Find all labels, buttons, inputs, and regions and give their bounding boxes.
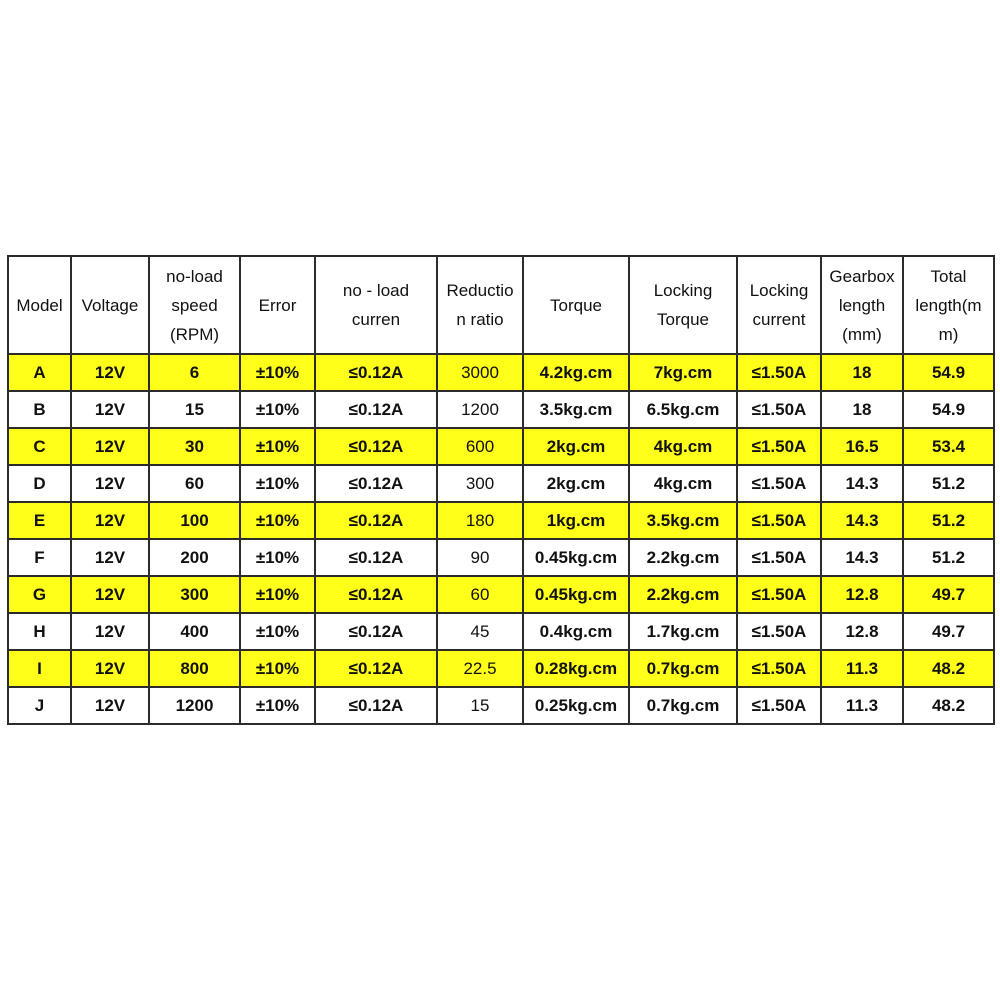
cell-gearbox-length: 14.3 [821,502,903,539]
cell-locking-current: ≤1.50A [737,354,821,391]
header-model: Model [8,256,71,354]
cell-torque: 0.45kg.cm [523,576,629,613]
cell-error: ±10% [240,391,315,428]
cell-locking-current: ≤1.50A [737,650,821,687]
cell-total-length: 48.2 [903,687,994,724]
cell-total-length: 54.9 [903,354,994,391]
table-body [8,354,994,724]
cell-reduction-ratio: 600 [437,428,523,465]
cell-error: ±10% [240,613,315,650]
cell-locking-current: ≤1.50A [737,613,821,650]
cell-model: J [8,687,71,724]
cell-model: H [8,613,71,650]
cell-torque: 0.4kg.cm [523,613,629,650]
cell-total-length: 49.7 [903,576,994,613]
cell-no-load-speed: 15 [149,391,240,428]
cell-gearbox-length: 16.5 [821,428,903,465]
cell-no-load-current: ≤0.12A [315,428,437,465]
cell-error: ±10% [240,650,315,687]
cell-model: F [8,539,71,576]
cell-gearbox-length: 14.3 [821,539,903,576]
cell-reduction-ratio: 15 [437,687,523,724]
cell-no-load-speed: 400 [149,613,240,650]
cell-total-length: 48.2 [903,650,994,687]
cell-model: C [8,428,71,465]
cell-gearbox-length: 14.3 [821,465,903,502]
cell-model: G [8,576,71,613]
cell-reduction-ratio: 45 [437,613,523,650]
cell-locking-torque: 4kg.cm [629,465,737,502]
cell-total-length: 54.9 [903,391,994,428]
cell-torque: 4.2kg.cm [523,354,629,391]
header-reduction-ratio: Reductio n ratio [437,256,523,354]
cell-error: ±10% [240,576,315,613]
cell-no-load-speed: 200 [149,539,240,576]
cell-locking-torque: 4kg.cm [629,428,737,465]
cell-torque: 0.45kg.cm [523,539,629,576]
cell-reduction-ratio: 90 [437,539,523,576]
cell-locking-torque: 0.7kg.cm [629,650,737,687]
cell-error: ±10% [240,465,315,502]
cell-total-length: 53.4 [903,428,994,465]
table-row [8,613,994,650]
cell-model: E [8,502,71,539]
cell-voltage: 12V [71,576,149,613]
header-error: Error [240,256,315,354]
cell-locking-torque: 0.7kg.cm [629,687,737,724]
cell-locking-current: ≤1.50A [737,465,821,502]
cell-locking-current: ≤1.50A [737,502,821,539]
motor-spec-table [7,255,995,725]
cell-model: I [8,650,71,687]
cell-locking-current: ≤1.50A [737,539,821,576]
header-no-load-speed: no-load speed (RPM) [149,256,240,354]
cell-no-load-speed: 30 [149,428,240,465]
header-torque: Torque [523,256,629,354]
cell-torque: 3.5kg.cm [523,391,629,428]
cell-error: ±10% [240,428,315,465]
cell-reduction-ratio: 180 [437,502,523,539]
cell-voltage: 12V [71,502,149,539]
header-voltage: Voltage [71,256,149,354]
header-total-length: Total length(m m) [903,256,994,354]
cell-gearbox-length: 11.3 [821,650,903,687]
header-locking-current: Locking current [737,256,821,354]
cell-no-load-current: ≤0.12A [315,687,437,724]
cell-total-length: 49.7 [903,613,994,650]
cell-no-load-current: ≤0.12A [315,613,437,650]
cell-no-load-current: ≤0.12A [315,465,437,502]
cell-locking-torque: 6.5kg.cm [629,391,737,428]
cell-error: ±10% [240,354,315,391]
cell-gearbox-length: 18 [821,354,903,391]
cell-no-load-current: ≤0.12A [315,650,437,687]
cell-gearbox-length: 12.8 [821,576,903,613]
cell-locking-torque: 1.7kg.cm [629,613,737,650]
cell-voltage: 12V [71,539,149,576]
cell-locking-current: ≤1.50A [737,687,821,724]
header-row [8,256,994,354]
cell-torque: 1kg.cm [523,502,629,539]
table-row [8,687,994,724]
cell-no-load-current: ≤0.12A [315,391,437,428]
cell-total-length: 51.2 [903,539,994,576]
table-row [8,576,994,613]
cell-no-load-current: ≤0.12A [315,539,437,576]
cell-model: D [8,465,71,502]
table-row [8,650,994,687]
cell-reduction-ratio: 300 [437,465,523,502]
cell-locking-current: ≤1.50A [737,428,821,465]
cell-total-length: 51.2 [903,465,994,502]
header-no-load-current: no - load curren [315,256,437,354]
cell-locking-current: ≤1.50A [737,391,821,428]
cell-no-load-speed: 800 [149,650,240,687]
cell-no-load-current: ≤0.12A [315,502,437,539]
header-locking-torque: Locking Torque [629,256,737,354]
cell-torque: 2kg.cm [523,428,629,465]
cell-total-length: 51.2 [903,502,994,539]
cell-voltage: 12V [71,465,149,502]
header-gearbox-length: Gearbox length (mm) [821,256,903,354]
table-row [8,354,994,391]
cell-error: ±10% [240,502,315,539]
cell-no-load-speed: 60 [149,465,240,502]
table-row [8,391,994,428]
cell-locking-torque: 3.5kg.cm [629,502,737,539]
table-row [8,539,994,576]
cell-no-load-speed: 6 [149,354,240,391]
cell-reduction-ratio: 22.5 [437,650,523,687]
cell-model: A [8,354,71,391]
cell-voltage: 12V [71,428,149,465]
table-row [8,465,994,502]
cell-voltage: 12V [71,687,149,724]
cell-model: B [8,391,71,428]
cell-voltage: 12V [71,650,149,687]
cell-gearbox-length: 11.3 [821,687,903,724]
cell-voltage: 12V [71,613,149,650]
cell-error: ±10% [240,539,315,576]
cell-gearbox-length: 18 [821,391,903,428]
cell-locking-torque: 2.2kg.cm [629,539,737,576]
cell-torque: 0.28kg.cm [523,650,629,687]
cell-torque: 0.25kg.cm [523,687,629,724]
cell-reduction-ratio: 3000 [437,354,523,391]
table-row [8,502,994,539]
cell-locking-current: ≤1.50A [737,576,821,613]
cell-no-load-current: ≤0.12A [315,354,437,391]
cell-voltage: 12V [71,354,149,391]
cell-error: ±10% [240,687,315,724]
cell-voltage: 12V [71,391,149,428]
cell-no-load-speed: 300 [149,576,240,613]
cell-reduction-ratio: 60 [437,576,523,613]
cell-locking-torque: 2.2kg.cm [629,576,737,613]
table-row [8,428,994,465]
cell-torque: 2kg.cm [523,465,629,502]
cell-no-load-current: ≤0.12A [315,576,437,613]
cell-gearbox-length: 12.8 [821,613,903,650]
cell-locking-torque: 7kg.cm [629,354,737,391]
cell-reduction-ratio: 1200 [437,391,523,428]
cell-no-load-speed: 1200 [149,687,240,724]
cell-no-load-speed: 100 [149,502,240,539]
